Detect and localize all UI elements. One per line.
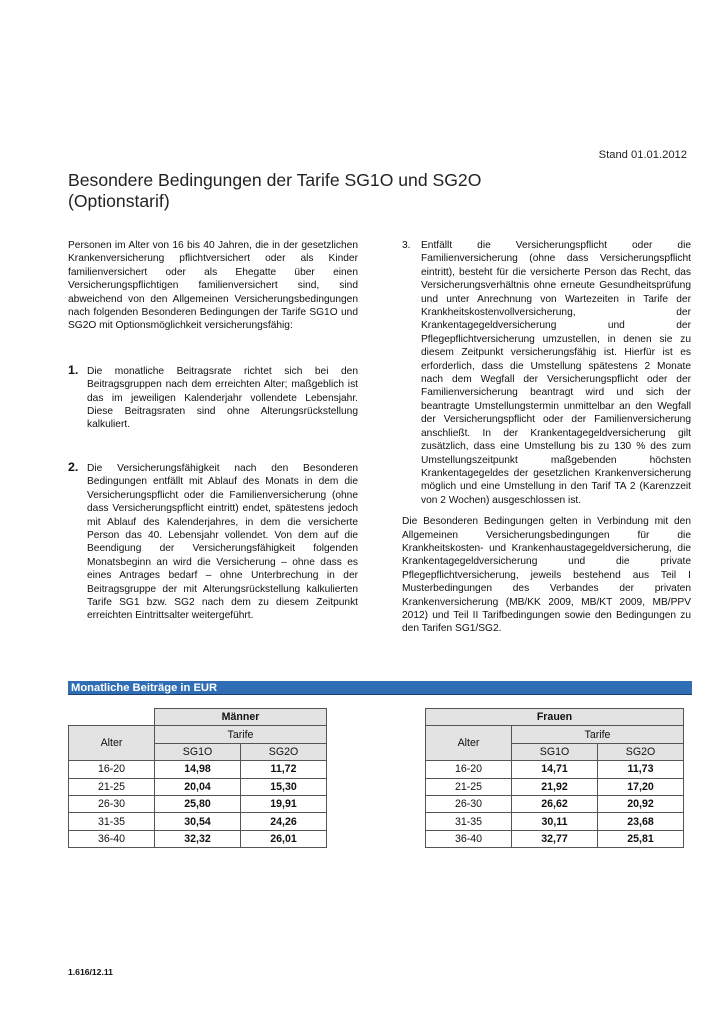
title-line-1: Besondere Bedingungen der Tarife SG1O und SG2O [68, 170, 482, 190]
table-row [426, 830, 684, 847]
sg2o-cell: 24,26 [241, 813, 327, 830]
sg2o-cell: 20,92 [598, 795, 684, 812]
condition-item-2 [68, 459, 358, 623]
table-row [426, 778, 684, 795]
sg2o-cell: 26,01 [241, 830, 327, 847]
fees-section-header: Monatliche Beiträge in EUR [68, 681, 692, 695]
sg2o-cell: 19,91 [241, 795, 327, 812]
sg2o-cell: 17,20 [598, 778, 684, 795]
age-cell: 16-20 [69, 761, 155, 778]
fee-table-men [68, 708, 327, 848]
age-cell: 26-30 [426, 795, 512, 812]
sg1o-cell: 14,98 [155, 761, 241, 778]
table-row [69, 761, 327, 778]
column-header-tariffs: Tarife [512, 726, 684, 743]
column-header-tariffs: Tarife [155, 726, 327, 743]
table-row [426, 761, 684, 778]
sg1o-cell: 26,62 [512, 795, 598, 812]
age-cell: 21-25 [426, 778, 512, 795]
closing-paragraph: Die Besonderen Bedingungen gelten in Verbindung mit den Allgemeinen Versicherungsbedingungen für die Krankheitskosten- und Krankenhaustagegeldversicherung, die Krankentagegeldversicherung und die private Pflegepflichtversicherung, jeweils bestehend aus Teil I Musterbedingungen des Verbandes der privaten Krankenversicherung (MB/KK 2009, MB/KT 2009, MB/PPV 2012) und Teil II Tarifbedingungen sowie den Bedingungen zu den Tarifen SG1/SG2. [402, 516, 691, 635]
table-row [69, 795, 327, 812]
condition-item-1 [68, 362, 358, 432]
condition-item-3 [402, 239, 691, 507]
sg2o-cell: 15,30 [241, 778, 327, 795]
table-spacer [69, 709, 155, 726]
sg2o-cell: 11,73 [598, 761, 684, 778]
table-row [426, 813, 684, 830]
age-cell: 31-35 [426, 813, 512, 830]
item-number: 2. [68, 459, 79, 474]
sg1o-cell: 21,92 [512, 778, 598, 795]
column-header-sg2o: SG2O [241, 743, 327, 760]
sg1o-cell: 30,54 [155, 813, 241, 830]
column-header-sg1o: SG1O [155, 743, 241, 760]
sg1o-cell: 20,04 [155, 778, 241, 795]
sg2o-cell: 11,72 [241, 761, 327, 778]
age-cell: 36-40 [69, 830, 155, 847]
left-column [68, 239, 358, 623]
fee-table-women [425, 708, 684, 848]
age-cell: 31-35 [69, 813, 155, 830]
page-title [68, 170, 628, 212]
table-row [69, 830, 327, 847]
column-header-sg2o: SG2O [598, 743, 684, 760]
item-number: 1. [68, 362, 79, 377]
column-header-age: Alter [69, 726, 155, 761]
document-date: Stand 01.01.2012 [598, 149, 687, 161]
sg2o-cell: 25,81 [598, 830, 684, 847]
intro-paragraph: Personen im Alter von 16 bis 40 Jahren, die in der gesetzlichen Krankenversicherung pflichtversichert oder als Kinder familienversichert oder als Ehegatte über einen Versicherungspflichtigen familienversichert sind, sind abweichend von den Allgemeinen Versicherungsbedingungen nach folgenden Besonderen Bedingungen der Tarife SG1O und SG2O mit Optionsmöglichkeit versicherungsfähig: [68, 240, 358, 332]
sg1o-cell: 25,80 [155, 795, 241, 812]
table-row [69, 778, 327, 795]
group-label: Frauen [426, 709, 684, 726]
sg1o-cell: 32,77 [512, 830, 598, 847]
title-line-2: (Optionstarif) [68, 191, 170, 211]
right-column [402, 239, 691, 636]
column-header-sg1o: SG1O [512, 743, 598, 760]
item-text: Die Versicherungsfähigkeit nach den Besonderen Bedingungen entfällt mit Ablauf des Monats in dem die Versicherungspflicht oder die Familienversicherung (ohne dass Versicherungspflicht eintritt) endet, spätestens jedoch mit Ablauf des Kalenderjahres, in dem die versicherte Person das 40. Lebensjahr vollendet. Von dem auf die Beendigung der Versicherungsfähigkeit folgenden Monatsbeginn an wird die Versicherung – ohne dass es eines Antrages bedarf – ohne Unterbrechung in der Beitragsgruppe der mit Alterungsrückstellung kalkulierten Tarife SG1 bzw. SG2 nach dem zu diesem Zeitpunkt erreichten Eintrittsalter weitergeführt. [87, 462, 358, 622]
age-cell: 26-30 [69, 795, 155, 812]
sg1o-cell: 14,71 [512, 761, 598, 778]
sg1o-cell: 30,11 [512, 813, 598, 830]
sg2o-cell: 23,68 [598, 813, 684, 830]
table-row [426, 795, 684, 812]
item-number: 3. [402, 240, 411, 251]
item-text: Die monatliche Beitragsrate richtet sich bei den Beitragsgruppen nach dem erreichten Alter; maßgeblich ist das im jeweiligen Kalenderjahr vollendete Lebensjahr. Diese Beitragsraten sind ohne Alterungsrückstellung kalkuliert. [87, 365, 358, 431]
document-code: 1.616/12.11 [68, 967, 113, 977]
age-cell: 16-20 [426, 761, 512, 778]
age-cell: 21-25 [69, 778, 155, 795]
sg1o-cell: 32,32 [155, 830, 241, 847]
age-cell: 36-40 [426, 830, 512, 847]
item-text: Entfällt die Versicherungspflicht oder die Familienversicherung (ohne dass Versicherungspflicht eintritt), besteht für die versicherte Person das Recht, das Versicherungsverhältnis ohne erneute Gesundheitsprüfung und unter Anrechnung von Wartezeiten in Tarife der Krankheitskostenvollversicherung, der Krankentagegeldversicherung und der Pflegepflichtversicherung umzustellen, in denen sie zu diesem Zeitpunkt versicherungsfähig ist. Hierfür ist es erforderlich, dass die Umstellung spätestens 2 Monate nach dem Wegfall der Versicherungspflicht oder der Familienversicherung beantragt wird und sich der beantragte Umstellungstermin unmittelbar an den Wegfall der Versicherungspflicht oder der Familienversicherung anschließt. In der Krankentagegeldversicherung gilt zusätzlich, dass eine Umstellung bis zu 130 % des zum Umstellungszeitpunkt maßgebenden höchsten Krankentagegeldes der gesetzlichen Krankenversicherung möglich und eine Umstellung in den Tarif TA 2 (Karenzzeit von 2 Wochen) ausgeschlossen ist. [421, 240, 691, 506]
table-row [69, 813, 327, 830]
column-header-age: Alter [426, 726, 512, 761]
group-label: Männer [155, 709, 327, 726]
